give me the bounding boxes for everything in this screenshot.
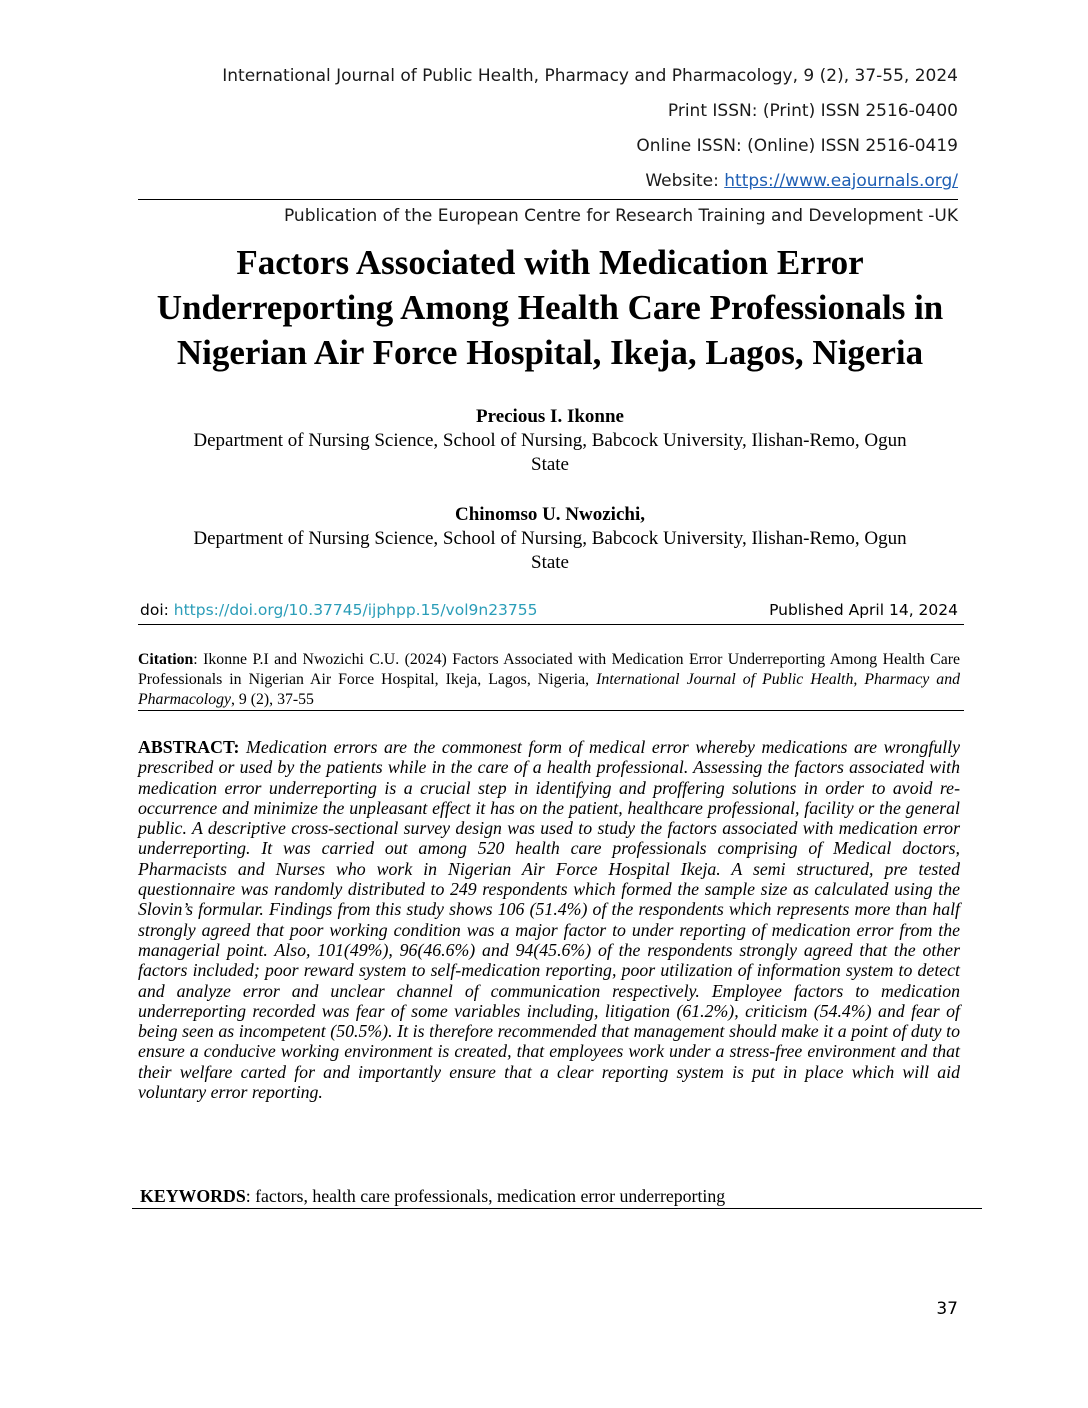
abstract-label: ABSTRACT: — [138, 737, 240, 757]
online-issn: Online ISSN: (Online) ISSN 2516-0419 — [636, 136, 958, 156]
author-name: Chinomso U. Nwozichi, — [454, 504, 645, 525]
abstract-text: Medication errors are the commonest form of medical error whereby medications are wrongfully prescribed or used by the patients while in the care of a health professional. Assessing the factors associated with medication error underreporting is a crucial step in identifying and proffering solutions in order to avoid re-occurrence and minimize the unpleasant effect it has on the patient, healthcare professional, facility or the general public. A descriptive cross-sectional survey design was used to study the factors associated with medication error underreporting. It was carried out among 520 health care professionals comprising of Medical doctors, Pharmacists and Nurses who work in Nigerian Air Force Hospital Ikeja. A semi structured, pre tested questionnaire was randomly distributed to 249 respondents which formed the sample size as calculated using the Slovin’s formular. Findings from this study shows 106 (51.4%) of the respondents which represents more than half strongly agreed that poor working condition was a major factor to under reporting of medication error from the managerial point. Also, 101(49%), 96(46.6%) and 94(45.6%) of the respondents strongly agreed that the other factors included; poor reward system to self-medication reporting, poor utilization of information system to detect and analyze error and unclear channel of communication respectively. Employee factors to medication underreporting recorded was fear of some variables including, litigation (61.2%), criticism (54.4%) and fear of being seen as incompetent (50.5%). It is therefore recommended that management should make it a point of duty to ensure a conducive working environment is created, that employees work under a stress-free environment and that their welfare carted for and importantly ensure that a clear reporting system is put in place which will aid voluntary error reporting. — [138, 737, 960, 1103]
doi-label: doi: — [140, 601, 174, 619]
author-affiliation: Department of Nursing Science, School of Nursing, Babcock University, Ilishan-Remo, Ogun — [193, 528, 907, 549]
website-label: Website: — [645, 171, 725, 191]
website-line — [645, 171, 958, 191]
publisher-line: Publication of the European Centre for Research Training and Development -UK — [283, 206, 958, 226]
journal-citation-line: International Journal of Public Health, Pharmacy and Pharmacology, 9 (2), 37-55, 2024 — [222, 66, 958, 86]
citation-journal: International Journal of Public Health, Pharmacy and Pharmacology — [138, 671, 960, 708]
keywords-line — [140, 1186, 725, 1207]
citation-divider — [138, 710, 964, 711]
author-name: Precious I. Ikonne — [476, 406, 624, 427]
page-number: 37 — [936, 1299, 958, 1319]
citation-block — [138, 650, 960, 710]
keywords-divider — [132, 1208, 982, 1209]
title-line-3: Nigerian Air Force Hospital, Ikeja, Lagos, Nigeria — [176, 333, 924, 372]
doi-link[interactable]: https://doi.org/10.37745/ijphpp.15/vol9n23755 — [173, 601, 538, 619]
website-link[interactable]: https://www.eajournals.org/ — [724, 171, 958, 191]
published-date: Published April 14, 2024 — [769, 601, 958, 619]
keywords-label: KEYWORDS — [140, 1186, 246, 1206]
title-line-1: Factors Associated with Medication Error — [236, 243, 864, 282]
abstract-block — [138, 737, 960, 1102]
citation-tail: , 9 (2), 37-55 — [231, 691, 314, 708]
title-line-2: Underreporting Among Health Care Professionals in — [156, 288, 944, 327]
author-affiliation-cont: State — [531, 552, 569, 573]
print-issn: Print ISSN: (Print) ISSN 2516-0400 — [667, 101, 958, 121]
doi-line — [140, 601, 538, 619]
keywords-text: : factors, health care professionals, medication error underreporting — [245, 1186, 726, 1206]
author-block-1 — [100, 405, 1000, 477]
paper-title — [100, 240, 1000, 375]
author-affiliation: Department of Nursing Science, School of Nursing, Babcock University, Ilishan-Remo, Ogun — [193, 430, 907, 451]
citation-text: : Ikonne P.I and Nwozichi C.U. (2024) Factors Associated with Medication Error Underreporting Among Health Care Professionals in Nigerian Air Force Hospital, Ikeja, Lagos, Nigeria, — [138, 651, 960, 688]
author-block-2 — [100, 503, 1000, 575]
doi-divider — [138, 624, 964, 625]
author-affiliation-cont: State — [531, 454, 569, 475]
header-divider — [138, 199, 958, 200]
citation-label: Citation — [138, 651, 194, 668]
